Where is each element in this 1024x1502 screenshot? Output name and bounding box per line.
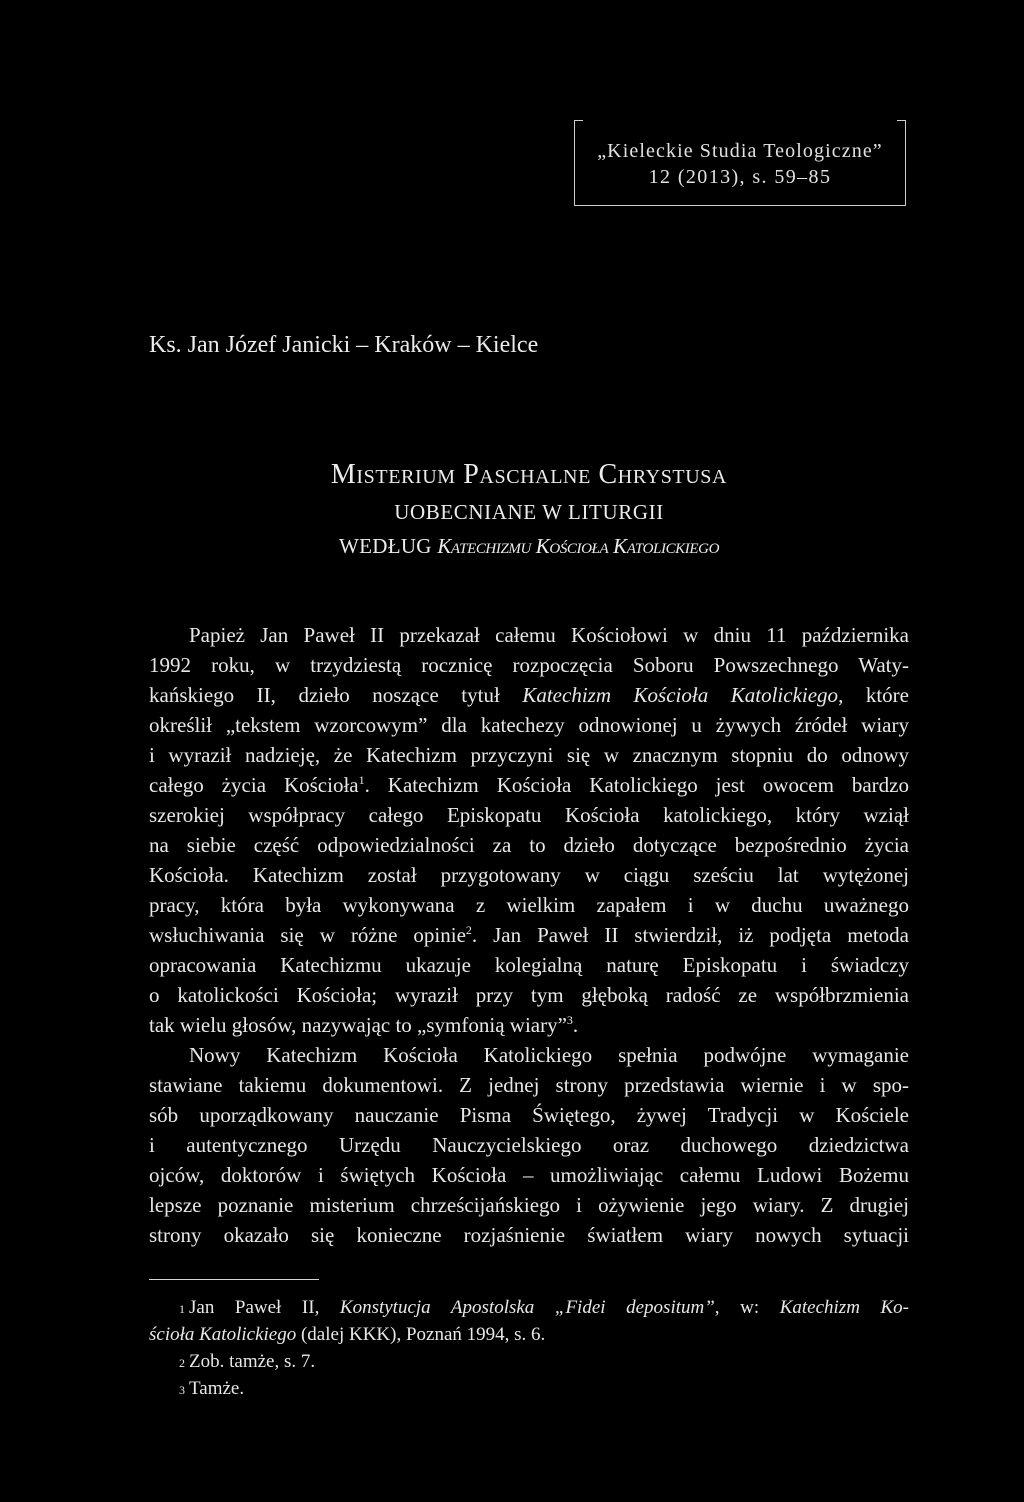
title-line-2: UOBECNIANE W LITURGII <box>394 500 664 524</box>
footnote-line <box>149 1348 909 1375</box>
footnote-line <box>149 1321 909 1348</box>
italic-text: Konstytucja Apostolska „Fidei depositum” <box>339 1297 715 1318</box>
body-line <box>149 1070 909 1100</box>
body-line <box>149 890 909 920</box>
text-run: szerokiej współpracy całego Episkopatu Kościoła katolickiego, który wziął <box>149 803 909 827</box>
text-run: i wyraził nadzieję, że Katechizm przyczyni się w znacznym stopniu do odnowy <box>149 743 909 767</box>
body-line <box>149 620 909 650</box>
body-line <box>149 920 909 950</box>
text-run: ojców, doktorów i świętych Kościoła – umożliwiając całemu Ludowi Bożemu <box>149 1163 909 1187</box>
text-run: określił „tekstem wzorcowym” dla katechezy odnowionej u żywych źródeł wiary <box>149 713 909 737</box>
footnote-line <box>149 1375 909 1402</box>
text-run: Nowy Katechizm Kościoła Katolickiego spełnia podwójne wymaganie <box>189 1043 909 1067</box>
footnote-separator <box>149 1279 319 1280</box>
text-run: tak wielu głosów, nazywając to „symfonią wiary” <box>149 1013 567 1037</box>
text-run: , w: <box>714 1297 780 1318</box>
text-run: wsłuchiwania się w różne opinie <box>149 923 466 947</box>
text-run: Papież Jan Paweł II przekazał całemu Kościołowi w dniu 11 października <box>189 623 909 647</box>
body-line <box>149 950 909 980</box>
article-title <box>149 455 909 563</box>
body-line <box>149 1040 909 1070</box>
footnote-number: 3 <box>179 1383 185 1397</box>
text-run: 1992 roku, w trzydziestą rocznicę rozpoczęcia Soboru Powszechnego Waty- <box>149 653 909 677</box>
text-run: . <box>572 1013 579 1037</box>
italic-text: Katechizm Ko- <box>779 1297 909 1318</box>
title-line-3-prefix: WEDŁUG <box>338 534 438 558</box>
body-line <box>149 740 909 770</box>
footnote-reference: 3 <box>566 1013 573 1027</box>
text-run: lepsze poznanie misterium chrześcijańskiego i ożywienie jego wiary. Z drugiej <box>149 1193 909 1217</box>
italic-text: ścioła Katolickiego <box>149 1324 297 1345</box>
title-line-3-italic: Katechizmu Kościoła Katolickiego <box>437 534 719 558</box>
footnote-reference: 1 <box>358 773 365 787</box>
text-run: stawiane takiemu dokumentowi. Z jednej strony przedstawia wiernie i w spo- <box>149 1073 909 1097</box>
body-line <box>149 680 909 710</box>
title-line-1: Misterium Paschalne Chrystusa <box>330 459 728 490</box>
text-run: całego życia Kościoła <box>149 773 359 797</box>
text-run: sób uporządkowany nauczanie Pisma Świętego, żywej Tradycji w Kościele <box>149 1103 909 1127</box>
body-line <box>149 710 909 740</box>
text-run: Kościoła. Katechizm został przygotowany w ciągu sześciu lat wytężonej <box>149 863 909 887</box>
italic-text: Katechizm Kościoła Katolickiego <box>522 683 839 707</box>
body-line <box>149 800 909 830</box>
journal-issue: 12 (2013), s. 59–85 <box>648 166 832 188</box>
text-run: Tamże. <box>189 1378 245 1399</box>
body-line <box>149 650 909 680</box>
body-line <box>149 980 909 1010</box>
body-line <box>149 860 909 890</box>
text-run: pracy, która była wykonywana z wielkim zapałem i w duchu uważnego <box>149 893 909 917</box>
body-line <box>149 1160 909 1190</box>
footnote-number: 2 <box>179 1356 185 1370</box>
text-run: , które <box>838 683 909 707</box>
text-run: opracowania Katechizmu ukazuje kolegialną naturę Episkopatu i świadczy <box>149 953 909 977</box>
body-line <box>149 770 909 800</box>
body-line <box>149 1010 909 1040</box>
body-line <box>149 1130 909 1160</box>
footnote-line <box>149 1294 909 1321</box>
text-run: (dalej KKK), Poznań 1994, s. 6. <box>296 1324 546 1345</box>
text-run: . Katechizm Kościoła Katolickiego jest owocem bardzo <box>364 773 909 797</box>
body-line <box>149 1220 909 1250</box>
text-run: na siebie część odpowiedzialności za to dzieło dotyczące bezpośrednio życia <box>149 833 909 857</box>
text-run: Jan Paweł II, <box>189 1297 340 1318</box>
footnotes <box>149 1294 909 1402</box>
text-run: strony okazało się konieczne rozjaśnienie światłem wiary nowych sytuacji <box>149 1223 909 1247</box>
text-run: i autentycznego Urzędu Nauczycielskiego oraz duchowego dziedzictwa <box>149 1133 909 1157</box>
article-author: Ks. Jan Józef Janicki – Kraków – Kielce <box>149 332 539 358</box>
body-line <box>149 1100 909 1130</box>
text-run: Zob. tamże, s. 7. <box>189 1351 316 1372</box>
article-body <box>149 620 909 1250</box>
footnote-number: 1 <box>179 1302 185 1316</box>
journal-name: „Kieleckie Studia Teologiczne” <box>597 140 883 162</box>
footnote-reference: 2 <box>465 923 472 937</box>
journal-citation-box <box>574 120 906 206</box>
text-run: kańskiego II, dzieło noszące tytuł <box>149 683 523 707</box>
body-line <box>149 830 909 860</box>
text-run: o katolickości Kościoła; wyraził przy tym głęboką radość ze współbrzmienia <box>149 983 909 1007</box>
text-run: . Jan Paweł II stwierdził, iż podjęta metoda <box>471 923 909 947</box>
title-line-3 <box>149 529 909 563</box>
body-line <box>149 1190 909 1220</box>
